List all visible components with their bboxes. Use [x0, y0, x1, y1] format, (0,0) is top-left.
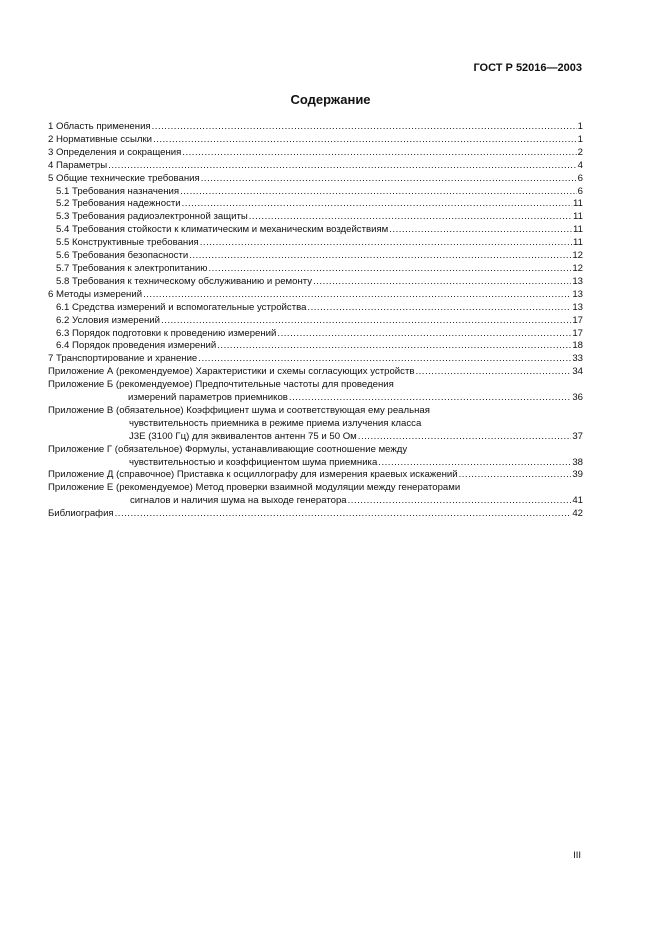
page-number: III [573, 850, 581, 861]
dot-leader [459, 469, 572, 482]
document-id: ГОСТ Р 52016—2003 [473, 62, 582, 74]
toc-entry-page: 38 [572, 456, 583, 468]
toc-entry-text: Приложение А (рекомендуемое) Характеристики и схемы согласующих устройств [48, 366, 415, 378]
toc-entry[interactable] [48, 302, 583, 315]
toc-entry-text: 3 Определения и сокращения [48, 146, 182, 158]
page-title: Содержание [290, 92, 371, 107]
toc-entry-page: 12 [572, 262, 583, 274]
toc-entry[interactable] [48, 469, 583, 482]
table-of-contents [48, 121, 583, 521]
toc-entry-text: 6 Методы измерений [48, 288, 143, 300]
toc-entry-page: 13 [572, 288, 583, 300]
toc-entry-page: 11 [573, 237, 583, 249]
toc-entry[interactable] [48, 237, 583, 250]
toc-entry-text: 6.2 Условия измерений [56, 314, 160, 326]
dot-leader [182, 147, 576, 160]
toc-entry-page: 4 [577, 159, 583, 171]
toc-entry[interactable] [48, 444, 583, 470]
dot-leader [180, 186, 577, 199]
dot-leader [189, 250, 571, 263]
toc-entry[interactable] [48, 173, 583, 186]
toc-entry-text: 5 Общие технические требования [48, 172, 200, 184]
toc-entry-text: измерений параметров приемников [128, 392, 288, 404]
toc-entry[interactable] [48, 121, 583, 134]
dot-leader [307, 302, 571, 315]
toc-entry-page: 34 [572, 366, 583, 378]
toc-entry[interactable] [48, 224, 583, 237]
toc-entry[interactable] [48, 198, 583, 211]
dot-leader [198, 353, 571, 366]
toc-entry-text: 6.3 Порядок подготовки к проведению измерений [56, 327, 277, 339]
toc-entry-page: 33 [572, 353, 583, 365]
toc-entry[interactable] [48, 211, 583, 224]
toc-entry[interactable] [48, 405, 583, 444]
toc-entry[interactable] [48, 328, 583, 341]
toc-entry-text: Приложение В (обязательное) Коэффициент шума и соответствующая ему реальная [48, 404, 430, 416]
toc-entry-page: 17 [572, 314, 583, 326]
toc-entry-text: 5.4 Требования стойкости к климатическим и механическим воздействиям [56, 224, 389, 236]
toc-entry[interactable] [48, 353, 583, 366]
toc-entry[interactable] [48, 340, 583, 353]
dot-leader [208, 263, 571, 276]
toc-entry-page: 18 [572, 340, 583, 352]
toc-entry-text: Приложение Г (обязательное) Формулы, устанавливающие соотношение между [48, 443, 408, 455]
toc-entry-text: 4 Параметры [48, 159, 108, 171]
toc-entry-text: 5.3 Требования радиоэлектронной защиты [56, 211, 248, 223]
toc-entry-text: Библиография [48, 508, 114, 520]
dot-leader [115, 508, 572, 521]
toc-entry-text: 7 Транспортирование и хранение [48, 353, 198, 365]
dot-leader [348, 495, 572, 508]
toc-entry-page: 17 [572, 327, 583, 339]
toc-entry-page: 42 [572, 508, 583, 520]
toc-entry[interactable] [48, 366, 583, 379]
dot-leader [153, 134, 577, 147]
toc-entry-text: чувствительность приемника в режиме приема излучения класса [129, 417, 422, 429]
toc-entry-page: 13 [572, 301, 583, 313]
toc-entry-text: Приложение Д (справочное) Приставка к осциллографу для измерения краевых искажений [48, 469, 458, 481]
toc-entry[interactable] [48, 508, 583, 521]
dot-leader [313, 276, 571, 289]
dot-leader [182, 198, 572, 211]
toc-entry-text: 6.4 Порядок проведения измерений [56, 340, 217, 352]
dot-leader [200, 237, 572, 250]
dot-leader [277, 328, 571, 341]
toc-entry[interactable] [48, 250, 583, 263]
dot-leader [249, 211, 572, 224]
dot-leader [217, 340, 571, 353]
toc-entry-text: 5.6 Требования безопасности [56, 250, 189, 262]
dot-leader [289, 392, 571, 405]
toc-entry-text: сигналов и наличия шума на выходе генератора [130, 495, 347, 507]
dot-leader [108, 160, 577, 173]
toc-entry[interactable] [48, 186, 583, 199]
toc-entry-text: 5.7 Требования к электропитанию [56, 262, 208, 274]
toc-entry-page: 13 [572, 275, 583, 287]
dot-leader [201, 173, 577, 186]
toc-entry-page: 11 [573, 211, 583, 223]
toc-entry-text: чувствительностью и коэффициентом шума приемника [129, 456, 378, 468]
toc-entry-text: 2 Нормативные ссылки [48, 133, 153, 145]
toc-entry-page: 37 [572, 430, 583, 442]
toc-entry[interactable] [48, 289, 583, 302]
toc-entry-page: 41 [572, 495, 583, 507]
toc-entry-text: Приложение Б (рекомендуемое) Предпочтительные частоты для проведения [48, 379, 394, 391]
toc-entry[interactable] [48, 482, 583, 508]
toc-entry[interactable] [48, 379, 583, 405]
toc-entry-text: 1 Область применения [48, 121, 151, 132]
toc-entry-page: 11 [573, 224, 583, 236]
toc-entry[interactable] [48, 147, 583, 160]
toc-entry-text: 5.5 Конструктивные требования [56, 237, 199, 249]
toc-entry[interactable] [48, 134, 583, 147]
toc-entry-page: 2 [577, 146, 583, 158]
toc-entry-text: J3E (3100 Гц) для эквивалентов антенн 75 и 50 Ом [129, 430, 357, 442]
dot-leader [143, 289, 571, 302]
toc-entry[interactable] [48, 315, 583, 328]
toc-entry-page: 39 [572, 469, 583, 481]
dot-leader [152, 121, 577, 134]
dot-leader [415, 366, 571, 379]
toc-entry-page: 11 [573, 198, 583, 210]
toc-entry-text: 5.1 Требования назначения [56, 185, 180, 197]
dot-leader [161, 315, 571, 328]
toc-entry-text: 6.1 Средства измерений и вспомогательные устройства [56, 301, 307, 313]
dot-leader [389, 224, 572, 237]
toc-entry-page: 1 [577, 121, 583, 132]
toc-entry-page: 6 [577, 185, 583, 197]
toc-entry-text: 5.2 Требования надежности [56, 198, 181, 210]
toc-entry-page: 36 [572, 392, 583, 404]
toc-entry-text: 5.8 Требования к техническому обслуживанию и ремонту [56, 275, 313, 287]
dot-leader [358, 431, 572, 444]
toc-entry[interactable] [48, 276, 583, 289]
toc-entry[interactable] [48, 160, 583, 173]
toc-entry[interactable] [48, 263, 583, 276]
toc-entry-page: 1 [577, 133, 583, 145]
toc-entry-page: 6 [577, 172, 583, 184]
toc-entry-text: Приложение Е (рекомендуемое) Метод проверки взаимной модуляции между генераторами [48, 482, 461, 494]
toc-entry-page: 12 [572, 250, 583, 262]
dot-leader [378, 457, 571, 470]
